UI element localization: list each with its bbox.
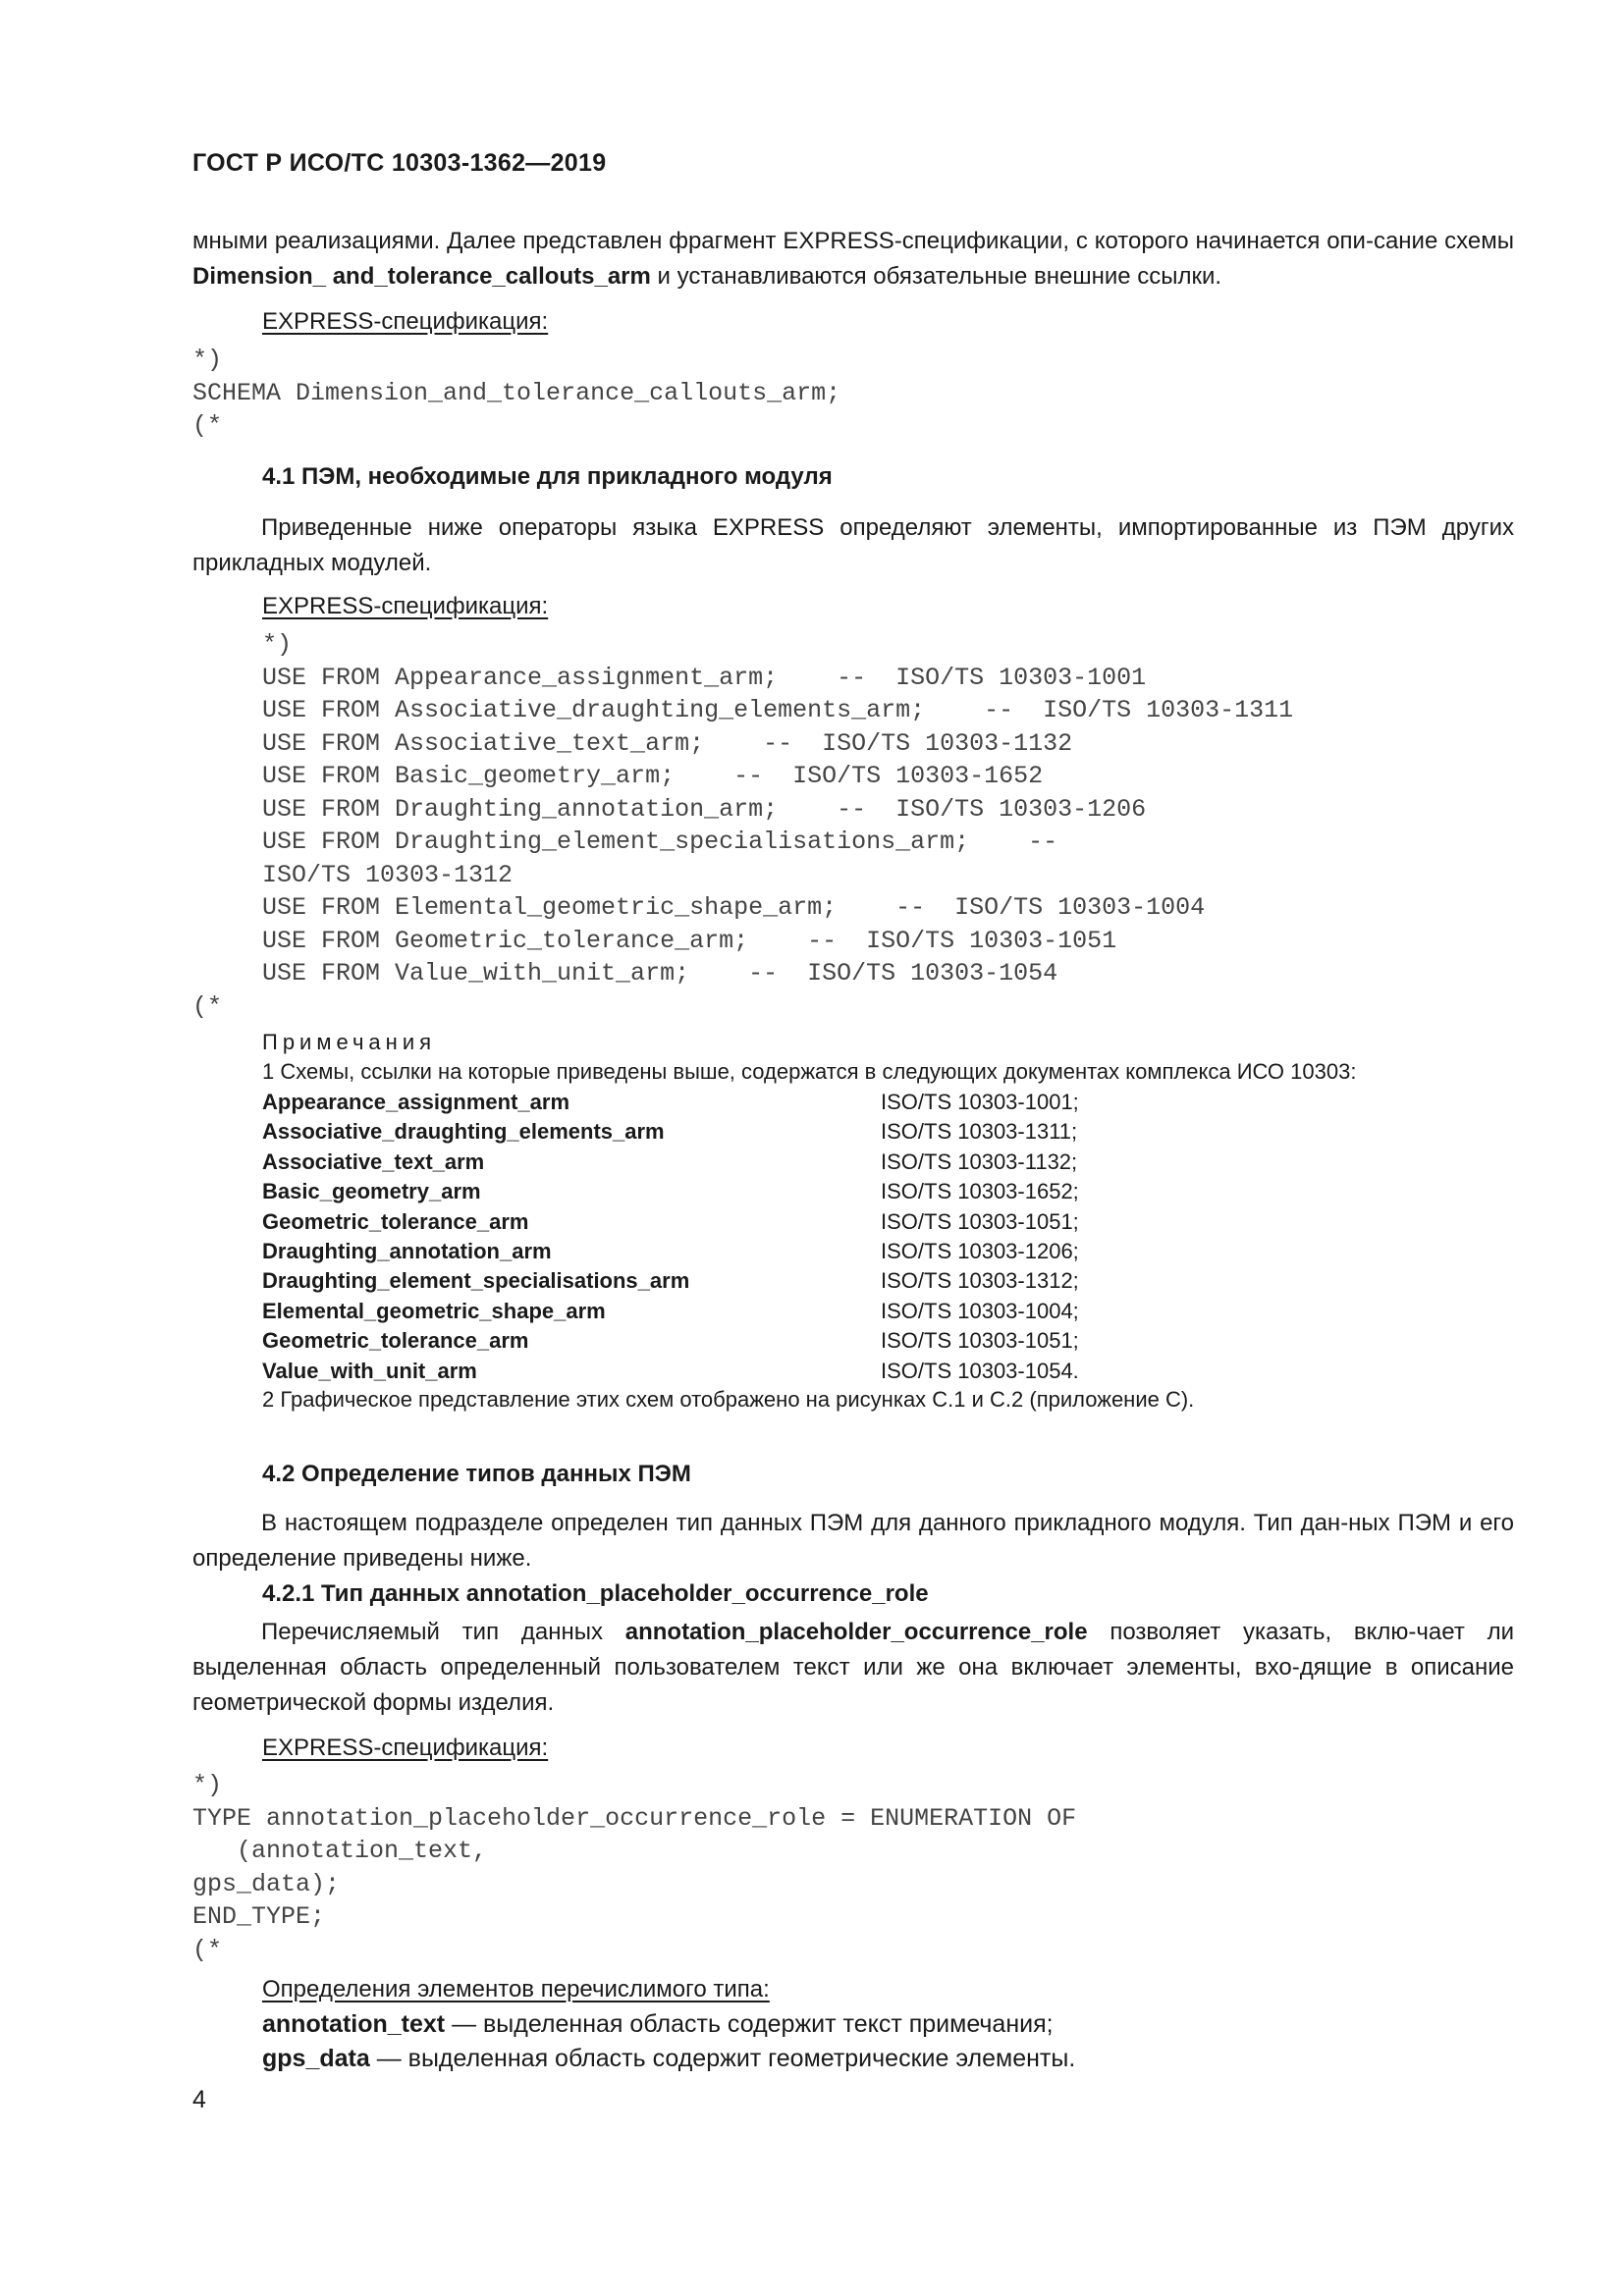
code-line: USE FROM Associative_text_arm; -- ISO/TS 10303-1132 xyxy=(262,728,1073,758)
reference-schema-name: Associative_draughting_elements_arm xyxy=(262,1119,665,1145)
reference-row xyxy=(262,1297,1342,1326)
enum-def-annotation-text xyxy=(262,2010,1054,2039)
section-4-2-1-heading: 4.2.1 Тип данных annotation_placeholder_occurrence_role xyxy=(262,1580,929,1607)
code-line: END_TYPE; xyxy=(192,1902,326,1931)
reference-row xyxy=(262,1237,1342,1266)
reference-document: ISO/TS 10303-1311; xyxy=(881,1119,1078,1145)
code-line: gps_data); xyxy=(192,1869,341,1898)
intro-text-before: мными реализациями. Далее представлен фрагмент EXPRESS-спецификации, с которого начинается опи-сание схемы xyxy=(192,228,1514,254)
reference-document: ISO/TS 10303-1054. xyxy=(881,1358,1079,1383)
intro-schema-name: Dimension_ and_tolerance_callouts_arm xyxy=(192,263,651,290)
reference-schema-name: Associative_text_arm xyxy=(262,1148,485,1174)
section-4-1-text: Приведенные ниже операторы языка EXPRESS определяют элементы, импортированные из ПЭМ других прикладных модулей. xyxy=(192,514,1514,576)
reference-row xyxy=(262,1266,1342,1296)
intro-text-after: и устанавливаются обязательные внешние ссылки. xyxy=(650,263,1222,290)
code-block-use-from-end: (* xyxy=(192,992,223,1021)
reference-document: ISO/TS 10303-1051; xyxy=(881,1328,1079,1354)
code-block-schema xyxy=(192,344,840,443)
code-line: SCHEMA Dimension_and_tolerance_callouts_arm; xyxy=(192,378,841,407)
section-4-2-heading: 4.2 Определение типов данных ПЭМ xyxy=(262,1461,691,1487)
reference-document: ISO/TS 10303-1051; xyxy=(881,1208,1079,1234)
reference-schema-name: Geometric_tolerance_arm xyxy=(262,1208,529,1234)
code-line: *) xyxy=(192,1771,223,1799)
reference-row xyxy=(262,1177,1342,1206)
enum-def: — выделенная область содержит текст примечания; xyxy=(445,2010,1054,2038)
code-block-type xyxy=(192,1769,1076,1966)
enum-term: annotation_text xyxy=(262,2010,446,2038)
reference-schema-name: Elemental_geometric_shape_arm xyxy=(262,1298,606,1323)
reference-row xyxy=(262,1326,1342,1356)
code-line: (annotation_text, xyxy=(192,1837,488,1865)
code-line: USE FROM Appearance_assignment_arm; -- ISO/TS 10303-1001 xyxy=(262,663,1147,692)
express-spec-label-2: EXPRESS-спецификация: xyxy=(262,593,549,619)
schema-reference-list xyxy=(262,1088,1342,1386)
code-line: TYPE annotation_placeholder_occurrence_role = ENUMERATION OF xyxy=(192,1803,1077,1833)
express-spec-label-3: EXPRESS-спецификация: xyxy=(262,1735,549,1761)
reference-row xyxy=(262,1148,1342,1177)
code-line: USE FROM Elemental_geometric_shape_arm; -- ISO/TS 10303-1004 xyxy=(262,893,1206,922)
enum-term: gps_data xyxy=(262,2045,370,2072)
code-line: *) xyxy=(262,630,293,659)
reference-schema-name: Appearance_assignment_arm xyxy=(262,1090,570,1114)
note-1: 1 Схемы, ссылки на которые приведены выше, содержатся в следующих документах комплекса ИСО 10303: xyxy=(262,1059,1357,1084)
reference-schema-name: Basic_geometry_arm xyxy=(262,1179,481,1204)
type-text-after: позволяет указать, вклю-чает ли выделенная область определенный пользователем текст или же она включает элементы, вхо-дящие в описание геометрической формы изделия. xyxy=(192,1619,1514,1716)
reference-document: ISO/TS 10303-1312; xyxy=(881,1268,1079,1294)
code-line: ISO/TS 10303-1312 xyxy=(262,860,514,889)
page-number: 4 xyxy=(192,2086,206,2113)
code-line: USE FROM Associative_draughting_elements_arm; -- ISO/TS 10303-1311 xyxy=(262,696,1294,724)
reference-schema-name: Draughting_annotation_arm xyxy=(262,1238,552,1263)
reference-schema-name: Value_with_unit_arm xyxy=(262,1358,477,1383)
code-line: (* xyxy=(192,1935,223,1964)
enum-def: — выделенная область содержит геометрические элементы. xyxy=(369,2045,1076,2072)
enum-def-gps-data xyxy=(262,2045,1075,2073)
section-4-2-text: В настоящем подразделе определен тип данных ПЭМ для данного прикладного модуля. Тип дан-ных ПЭМ и его определение приведены ниже. xyxy=(192,1510,1514,1572)
code-line: USE FROM Value_with_unit_arm; -- ISO/TS 10303-1054 xyxy=(262,959,1058,988)
reference-document: ISO/TS 10303-1652; xyxy=(881,1179,1079,1204)
reference-row xyxy=(262,1088,1342,1117)
reference-document: ISO/TS 10303-1004; xyxy=(881,1298,1079,1323)
reference-row xyxy=(262,1117,1342,1147)
type-text-before: Перечисляемый тип данных xyxy=(261,1619,625,1645)
code-block-use-from xyxy=(262,628,1293,990)
reference-document: ISO/TS 10303-1001; xyxy=(881,1090,1079,1114)
enum-defs-label: Определения элементов перечислимого типа: xyxy=(262,1976,770,2002)
code-line: (* xyxy=(192,411,223,440)
code-line: USE FROM Basic_geometry_arm; -- ISO/TS 10303-1652 xyxy=(262,762,1044,790)
section-4-1-heading: 4.1 ПЭМ, необходимые для прикладного модуля xyxy=(262,463,833,490)
notes-title: Примечания xyxy=(262,1030,437,1054)
code-line: USE FROM Geometric_tolerance_arm; -- ISO/TS 10303-1051 xyxy=(262,926,1117,955)
reference-schema-name: Geometric_tolerance_arm xyxy=(262,1328,529,1354)
code-line: USE FROM Draughting_element_specialisations_arm; -- xyxy=(262,828,1058,856)
reference-row xyxy=(262,1207,1342,1237)
code-line: USE FROM Draughting_annotation_arm; -- ISO/TS 10303-1206 xyxy=(262,794,1147,824)
intro-paragraph xyxy=(192,224,1514,294)
reference-schema-name: Draughting_element_specialisations_arm xyxy=(262,1268,690,1294)
reference-row xyxy=(262,1357,1342,1386)
express-spec-label-1: EXPRESS-спецификация: xyxy=(262,308,549,335)
document-header: ГОСТ Р ИСО/ТС 10303-1362—2019 xyxy=(192,149,607,177)
reference-document: ISO/TS 10303-1206; xyxy=(881,1238,1079,1263)
code-line: *) xyxy=(192,346,223,374)
note-2: 2 Графическое представление этих схем отображено на рисунках С.1 и С.2 (приложение С). xyxy=(262,1387,1195,1412)
type-name: annotation_placeholder_occurrence_role xyxy=(624,1619,1088,1645)
section-4-2-1-text xyxy=(192,1615,1514,1721)
reference-document: ISO/TS 10303-1132; xyxy=(881,1148,1078,1174)
